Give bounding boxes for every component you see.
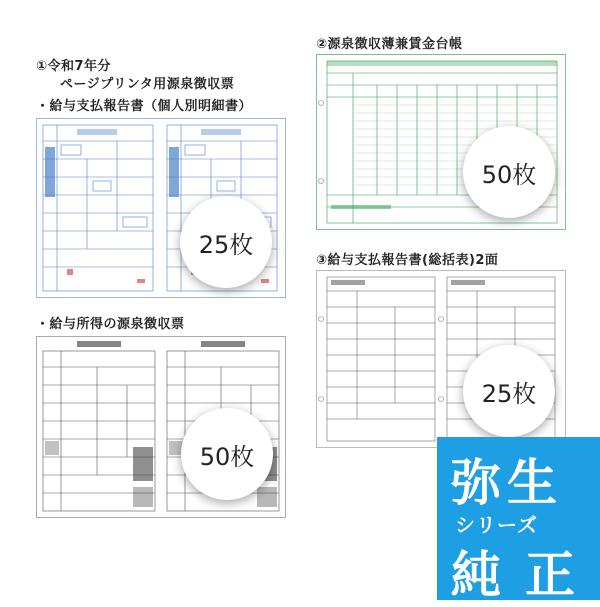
count-badge-form3: 50枚 — [463, 126, 555, 218]
brand-line1: 弥生 — [451, 454, 563, 512]
count-badge-form4: 25枚 — [463, 345, 555, 437]
section1-item1-label: ・給与支払報告書（個人別明細書） — [36, 99, 253, 114]
section1-heading: ①令和7年分 — [36, 59, 112, 74]
section3-heading: ③給与支払報告書(総括表)2面 — [316, 253, 499, 268]
brand-line2: シリーズ — [455, 513, 538, 537]
section1-subheading: ページプリンタ用源泉徴収票 — [60, 77, 235, 92]
yayoi-series-brand-logo — [437, 437, 600, 604]
count-badge-form2: 50枚 — [181, 408, 273, 500]
section1-item2-label: ・給与所得の源泉徴収票 — [36, 317, 185, 332]
brand-line3: 純正 — [451, 546, 599, 604]
count-badge-form1: 25枚 — [180, 196, 272, 288]
section2-heading: ②源泉徴収薄兼賃金台帳 — [316, 37, 463, 52]
